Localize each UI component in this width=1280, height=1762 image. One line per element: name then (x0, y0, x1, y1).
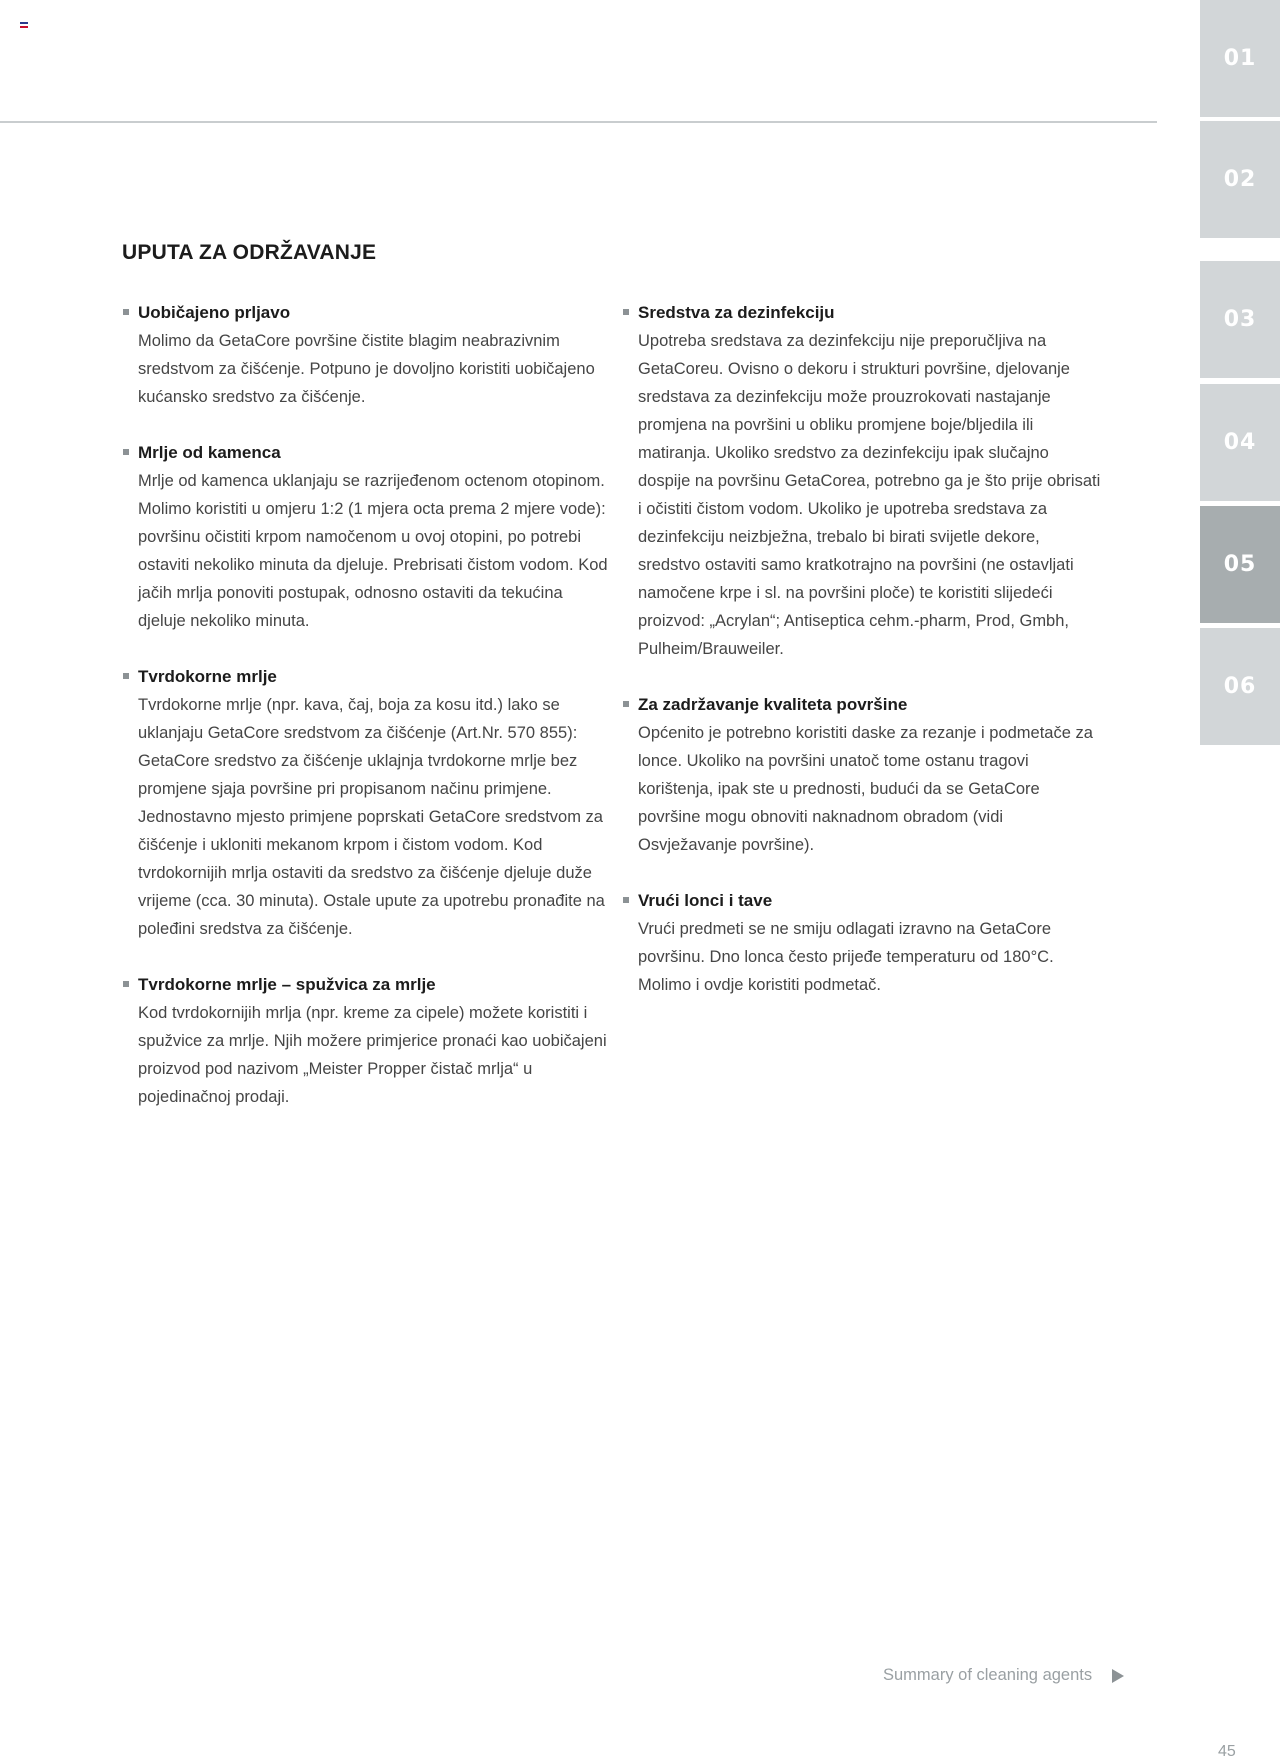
bullet-icon (123, 449, 129, 455)
chapter-tab-04[interactable]: 04 (1200, 384, 1280, 501)
section-disinfectants (622, 299, 1102, 663)
bullet-icon (123, 309, 129, 315)
section-heading-text: Mrlje od kamenca (138, 443, 281, 462)
chapter-tab-01[interactable]: 01 (1200, 0, 1280, 117)
section-heading-text: Tvrdokorne mrlje (138, 667, 277, 686)
section-heading-text: Vrući lonci i tave (638, 891, 773, 910)
section-hot-pans (622, 887, 1102, 999)
section-body: Molimo da GetaCore površine čistite blagim neabrazivnim sredstvom za čišćenje. Potpuno je dovoljno koristiti uobičajeno kućansko sredstvo za čišćenje. (138, 332, 595, 406)
section-stubborn-stains (122, 663, 612, 943)
bullet-icon (123, 673, 129, 679)
section-heading-text: Uobičajeno prljavo (138, 303, 291, 322)
section-regular-dirt (122, 299, 612, 411)
section-heading (622, 887, 1102, 915)
summary-cleaning-agents-link[interactable] (883, 1666, 1124, 1685)
section-heading-text: Tvrdokorne mrlje – spužvica za mrlje (138, 975, 436, 994)
chapter-tab-03[interactable]: 03 (1200, 261, 1280, 378)
section-body: Općenito je potrebno koristiti daske za rezanje i podmetače za lonce. Ukoliko na površini unatoč tome ostanu tragovi korištenja, ipak ste u prednosti, budući da se GetaCore površine mogu obnoviti naknadnom obradom (vidi Osvježavanje površine). (638, 724, 1093, 854)
section-body: Vrući predmeti se ne smiju odlagati izravno na GetaCore površinu. Dno lonca često prijeđe temperaturu od 180°C. Molimo i ovdje koristiti podmetač. (638, 920, 1054, 994)
section-body: Kod tvrdokornijih mrlja (npr. kreme za cipele) možete koristiti i spužvice za mrlje. Njih možere primjerice pronaći kao uobičajeni proizvod pod nazivom „Meister Propper čistač mrlja“ u pojedinačnoj prodaji. (138, 1004, 607, 1106)
section-heading (122, 971, 612, 999)
section-heading (122, 439, 612, 467)
section-heading-text: Za zadržavanje kvaliteta površine (638, 695, 908, 714)
page-number: 45 (1218, 1743, 1236, 1760)
section-limescale (122, 439, 612, 635)
section-heading-text: Sredstva za dezinfekciju (638, 303, 835, 322)
section-heading (122, 299, 612, 327)
right-column (622, 299, 1102, 1027)
bullet-icon (123, 981, 129, 987)
bullet-icon (623, 701, 629, 707)
section-body: Upotreba sredstava za dezinfekciju nije preporučljiva na GetaCoreu. Ovisno o dekoru i strukturi površine, djelovanje sredstava za dezinfekciju može prouzrokovati nastajanje promjena na površini u obliku promjene boje/bljedila ili matiranja. Ukoliko sredstvo za dezinfekciju ipak slučajno dospije na površinu GetaCorea, potrebno ga je što prije obrisati i očistiti čistom vodom. Ukoliko je upotreba sredstava za dezinfekciju neizbježna, trebalo bi birati svijetle dekore, sredstvo ostaviti samo kratkotrajno na površini (ne ostavljati namočene krpe i sl. na površini ploče) te koristiti slijedeći proizvod: „Acrylan“; Antiseptica cehm.-pharm, Prod, Gmbh, Pulheim/Brauweiler. (638, 332, 1101, 658)
section-stain-sponge (122, 971, 612, 1111)
section-body: Tvrdokorne mrlje (npr. kava, čaj, boja za kosu itd.) lako se uklanjaju GetaCore sredstvom za čišćenje (Art.Nr. 570 855): GetaCore sredstvo za čišćenje uklajnja tvrdokorne mrlje bez promjene sjaja površine pri propisanom načinu primjene. Jednostavno mjesto primjene poprskati GetaCore sredstvom za čišćenje i ukloniti mekanom krpom i čistom vodom. Kod tvrdokornijih mrlja ostaviti da sredstvo za čišćenje djeluje duže vrijeme (cca. 30 minuta). Ostale upute za upotrebu pronađite na poleđini sredstva za čišćenje. (138, 696, 605, 938)
chapter-tab-05[interactable]: 05 (1200, 506, 1280, 623)
left-column (122, 299, 612, 1139)
chapter-tab-02[interactable]: 02 (1200, 121, 1280, 238)
bullet-icon (623, 897, 629, 903)
page-title: UPUTA ZA ODRŽAVANJE (122, 241, 377, 264)
play-arrow-icon (1112, 1669, 1124, 1683)
section-body: Mrlje od kamenca uklanjaju se razrijeđenom octenom otopinom. Molimo koristiti u omjeru 1:2 (1 mjera octa prema 2 mjere vode): površinu očistiti krpom namočenom u ovoj otopini, po potrebi ostaviti nekoliko minuta da djeluje. Prebrisati čistom vodom. Kod jačih mrlja ponoviti postupak, odnosno ostaviti da tekućina djeluje nekoliko minuta. (138, 472, 608, 630)
section-heading (622, 691, 1102, 719)
chapter-tab-06[interactable]: 06 (1200, 628, 1280, 745)
section-heading (622, 299, 1102, 327)
footer-link-label: Summary of cleaning agents (883, 1666, 1093, 1684)
header-divider (0, 121, 1157, 123)
section-heading (122, 663, 612, 691)
flag-icon (20, 22, 28, 28)
section-surface-quality (622, 691, 1102, 859)
bullet-icon (623, 309, 629, 315)
